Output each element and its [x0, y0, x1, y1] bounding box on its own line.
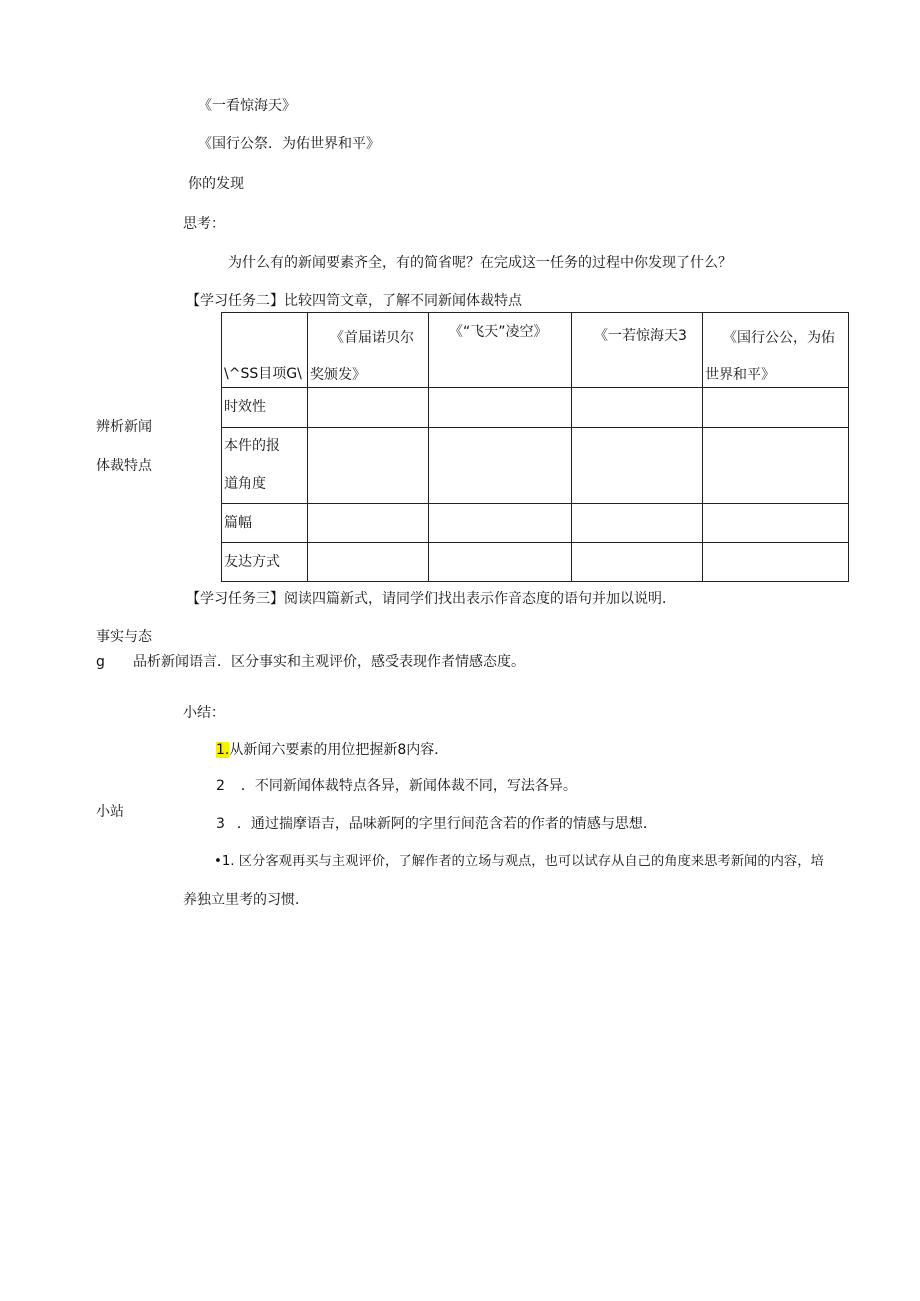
analysis-text: 品析新闻语言．区分事实和主观评价，感受表现作者情感态度。 [133, 654, 525, 670]
table-cell [308, 504, 429, 543]
table-row [222, 504, 849, 543]
table-cell [308, 543, 429, 582]
summary-item-3-text: ．通过揣摩语吉，品味新阿的字里行间范含若的作者的情感与思想． [236, 816, 657, 832]
side-label-summary: 小站 [96, 804, 124, 820]
table-cell [572, 543, 703, 582]
table-row [222, 543, 849, 582]
table-cell [308, 428, 429, 504]
table-cell [703, 504, 849, 543]
col-header-guoxing: 《国行公公，为佑 世界和平》 [703, 313, 849, 388]
comparison-table [221, 312, 849, 582]
summary-item-3 [216, 815, 657, 833]
col-header-nobel: 《首届诺贝尔 奖颁发》 [308, 313, 429, 388]
summary-item-4-line2: 养独立里考的习惯． [183, 892, 309, 908]
summary-item-2-text: ．不同新闻体裁特点各异，新闻体裁不同，写法各异。 [240, 778, 577, 794]
heading-yikan: 《一看惊海天》 [198, 98, 296, 114]
table-cell [703, 428, 849, 504]
summary-item-1-text: 从新闻六要素的用位把握新8内容． [229, 742, 449, 758]
summary-item-3-number: 3 [216, 816, 225, 832]
table-cell [429, 428, 572, 504]
row-label-timeliness: 时效性 [222, 388, 308, 428]
table-row [222, 388, 849, 428]
your-discovery-label: 你的发现 [188, 176, 244, 192]
table-cell [572, 428, 703, 504]
col-header-jinghaitian: 《一若惊海天3 [572, 313, 703, 388]
think-label: 思考： [183, 216, 225, 232]
table-cell [572, 504, 703, 543]
task-two-title: 【学习任务二】比较四笥文章，了解不同新闻体裁特点 [186, 293, 522, 309]
heading-guoxing: 《国行公祭．为佑世界和平》 [198, 136, 380, 152]
col-header-feitian: 《“飞天”凌空》 [429, 313, 572, 388]
table-cell [703, 388, 849, 428]
row-label-length: 篇幅 [222, 504, 308, 543]
summary-item-2-number: 2 [216, 778, 225, 794]
summary-item-2 [216, 777, 577, 795]
task-three-title: 【学习任务三】阅读四篇新式，请同学们找出表示作音态度的语句并加以说明． [186, 591, 676, 607]
table-cell [703, 543, 849, 582]
think-question: 为什么有的新闻要素齐全，有的简省呢？在完成这一任务的过程中你发现了什么？ [228, 255, 732, 271]
table-cell [572, 388, 703, 428]
corner-cell: \^SS目项G\ [222, 313, 308, 388]
table-header-row [222, 313, 849, 388]
summary-item-1-number: 1. [216, 742, 230, 758]
side-label-fact-line2: g [96, 654, 105, 670]
summary-item-4-line1: •1. 区分客观再买与主观评价，了解作者的立场与观点，也可以试存从自己的角度来思考新闻的内容，培 [214, 854, 824, 869]
side-label-genre-line2: 体裁特点 [96, 458, 152, 474]
summary-title: 小结： [183, 705, 225, 721]
table-cell [429, 388, 572, 428]
table-row [222, 428, 849, 504]
side-label-genre-line1: 辨析新闻 [96, 419, 152, 435]
table-cell [308, 388, 429, 428]
summary-item-1 [216, 741, 448, 759]
row-label-angle: 本件的报 道角度 [222, 428, 308, 504]
row-label-expression: 友达方式 [222, 543, 308, 582]
side-label-fact-line1: 事实与态 [96, 629, 152, 645]
table-cell [429, 543, 572, 582]
table-cell [429, 504, 572, 543]
